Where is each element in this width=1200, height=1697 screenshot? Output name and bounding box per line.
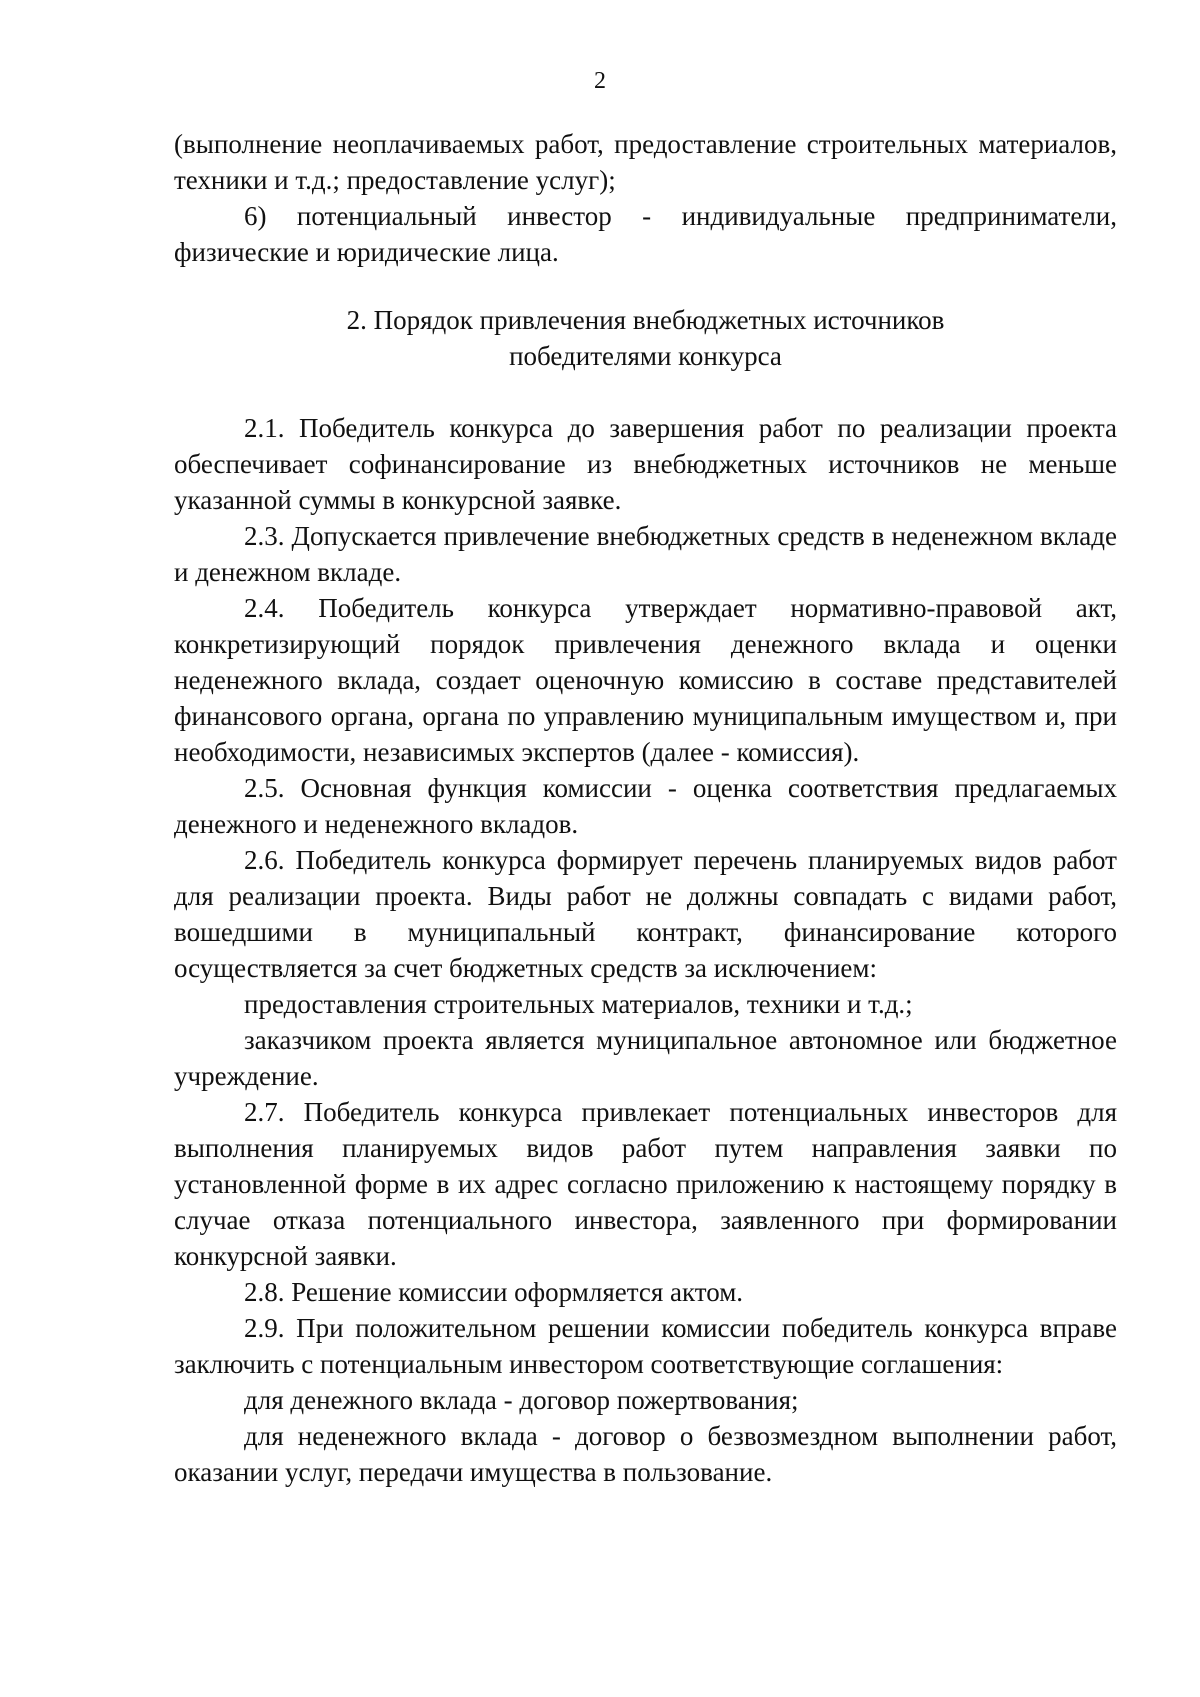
paragraph-agreement-1: для денежного вклада - договор пожертвования;	[244, 1385, 799, 1415]
paragraph-2-8: 2.8. Решение комиссии оформляется актом.	[244, 1277, 744, 1307]
paragraph-continuation: (выполнение неоплачиваемых работ, предоставление строительных материалов, техники и т.д.; предоставление услуг);	[174, 129, 1117, 195]
paragraph-2-9: 2.9. При положительном решении комиссии победитель конкурса вправе заключить с потенциальным инвестором соответствующие соглашения:	[174, 1313, 1117, 1379]
paragraph-2-6: 2.6. Победитель конкурса формирует перечень планируемых видов работ для реализации проекта. Виды работ не должны совпадать с видами работ, вошедшими в муниципальный контракт, финансирование которого осуществляется за счет бюджетных средств за исключением:	[174, 845, 1117, 983]
paragraph-2-3: 2.3. Допускается привлечение внебюджетных средств в неденежном вкладе и денежном вкладе.	[174, 521, 1117, 587]
section-heading	[174, 302, 1117, 374]
paragraph-exception-1: предоставления строительных материалов, техники и т.д.;	[244, 989, 913, 1019]
paragraph-2-7: 2.7. Победитель конкурса привлекает потенциальных инвесторов для выполнения планируемых видов работ путем направления заявки по установленной форме в их адрес согласно приложению к настоящему порядку в случае отказа потенциального инвестора, заявленного при формировании конкурсной заявки.	[174, 1097, 1117, 1271]
paragraph-agreement-2: для неденежного вклада - договор о безвозмездном выполнении работ, оказании услуг, передачи имущества в пользование.	[174, 1421, 1117, 1487]
page-number: 2	[594, 68, 606, 94]
paragraph-2-5: 2.5. Основная функция комиссии - оценка соответствия предлагаемых денежного и неденежного вкладов.	[174, 773, 1117, 839]
section-heading-line-2: победителями конкурса	[509, 341, 782, 371]
paragraph-2-1: 2.1. Победитель конкурса до завершения работ по реализации проекта обеспечивает софинансирование из внебюджетных источников не меньше указанной суммы в конкурсной заявке.	[174, 413, 1117, 515]
section-heading-line-1: 2. Порядок привлечения внебюджетных источников	[346, 305, 945, 335]
paragraph-definition-6: 6) потенциальный инвестор - индивидуальные предприниматели, физические и юридические лица.	[174, 201, 1117, 267]
paragraph-2-4: 2.4. Победитель конкурса утверждает нормативно-правовой акт, конкретизирующий порядок привлечения денежного вклада и оценки неденежного вклада, создает оценочную комиссию в составе представителей финансового органа, органа по управлению муниципальным имуществом и, при необходимости, независимых экспертов (далее - комиссия).	[174, 593, 1117, 767]
document-body	[174, 126, 1117, 1490]
paragraph-exception-2: заказчиком проекта является муниципальное автономное или бюджетное учреждение.	[174, 1025, 1117, 1091]
